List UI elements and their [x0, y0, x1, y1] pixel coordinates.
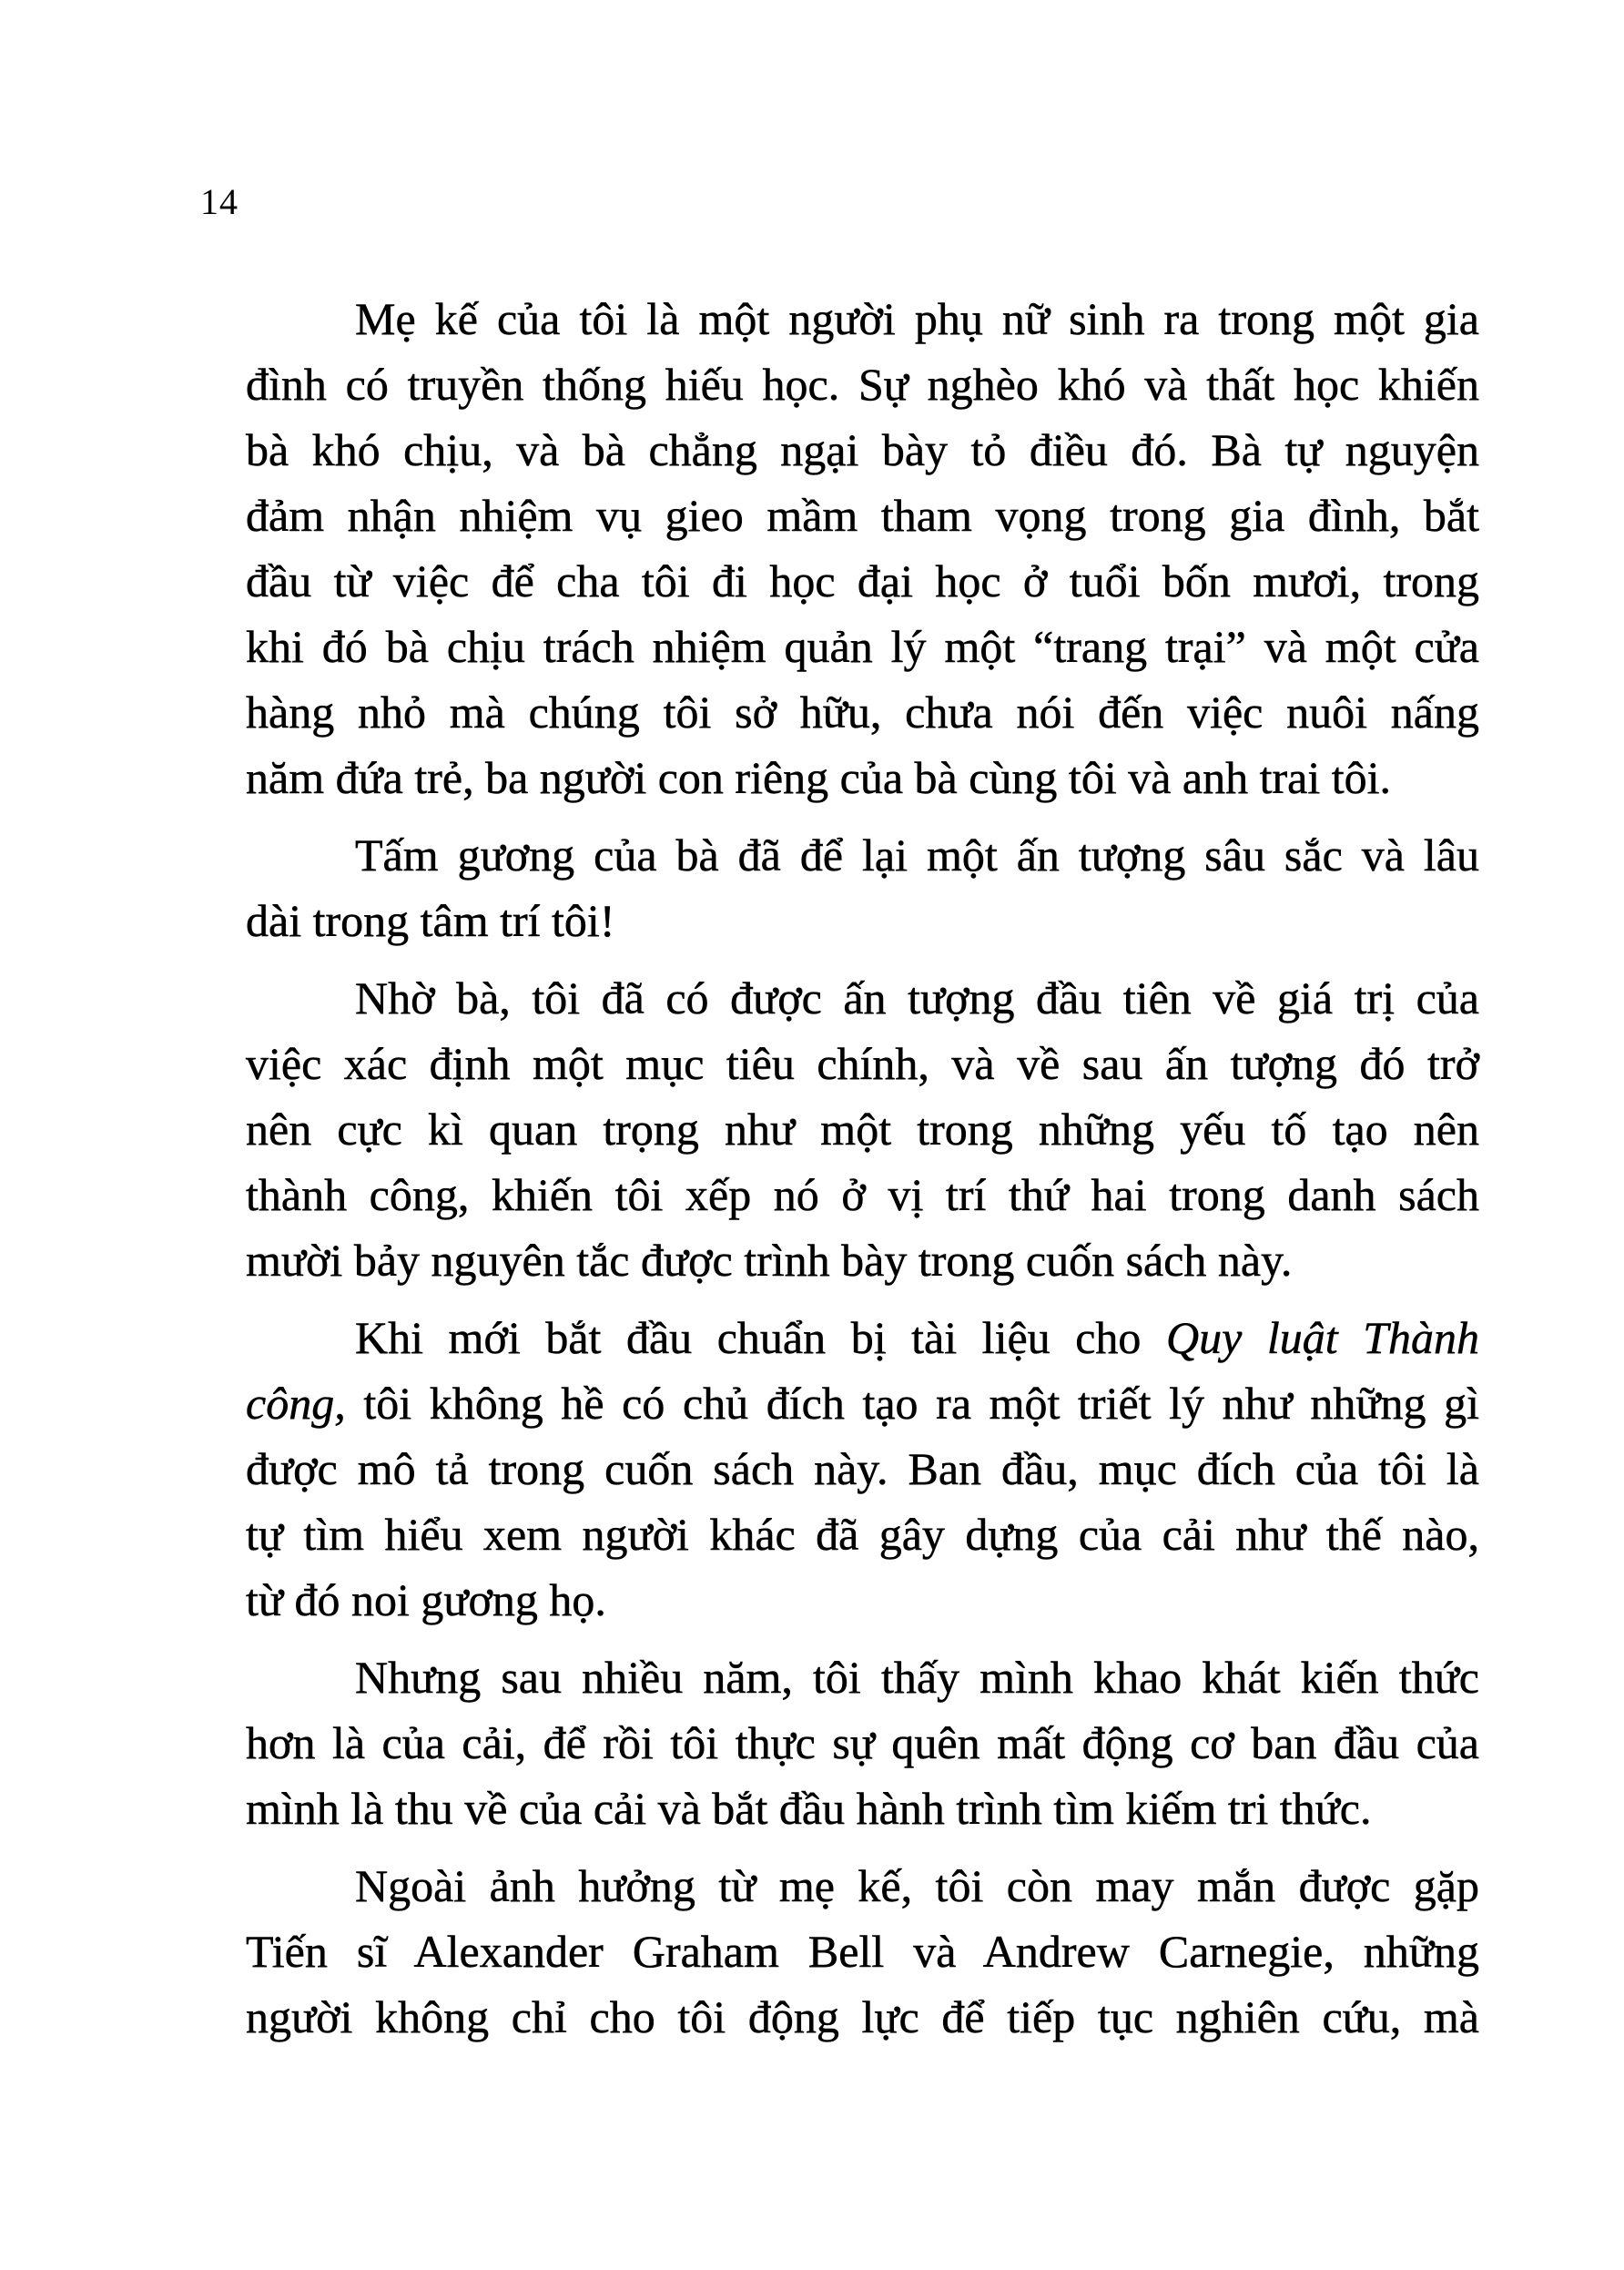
paragraph — [246, 1305, 1479, 1633]
paragraph — [246, 286, 1479, 810]
text-line: mười bảy nguyên tắc được trình bày trong cuốn sách này. — [246, 1235, 1293, 1286]
text-line: Tiến sĩ Alexander Graham Bell và Andrew Carnegie, những — [246, 1926, 1479, 1977]
text-line: việc xác định một mục tiêu chính, và về sau ấn tượng đó trở — [246, 1038, 1479, 1089]
text-line: năm đứa trẻ, ba người con riêng của bà cùng tôi và anh trai tôi. — [246, 752, 1392, 803]
text-line: Nhờ bà, tôi đã có được ấn tượng đầu tiên về giá trị của — [355, 972, 1479, 1023]
text-line: người không chỉ cho tôi động lực để tiếp tục nghiên cứu, mà — [246, 1991, 1479, 2042]
text-line: Ngoài ảnh hưởng từ mẹ kế, tôi còn may mắn được gặp — [355, 1860, 1479, 1911]
text-line — [246, 1305, 1479, 1370]
paragraph — [246, 965, 1479, 1293]
text-segment: tôi không hề có chủ đích tạo ra một triết lý như những gì — [345, 1378, 1479, 1429]
paragraph — [246, 1853, 1479, 2050]
book-title-italic: công, — [246, 1378, 346, 1429]
text-line — [246, 1370, 1479, 1436]
text-line: bà khó chịu, và bà chẳng ngại bày tỏ điều đó. Bà tự nguyện — [246, 424, 1479, 475]
book-title-italic: Quy luật Thành — [1165, 1312, 1479, 1363]
paragraph — [246, 1644, 1479, 1841]
text-line: đình có truyền thống hiếu học. Sự nghèo khó và thất học khiến — [246, 359, 1479, 410]
text-line: từ đó noi gương họ. — [246, 1574, 606, 1625]
text-line: đảm nhận nhiệm vụ gieo mầm tham vọng trong gia đình, bắt — [246, 490, 1479, 541]
text-line: được mô tả trong cuốn sách này. Ban đầu, mục đích của tôi là — [246, 1443, 1479, 1494]
text-line: dài trong tâm trí tôi! — [246, 895, 615, 946]
text-line: Tấm gương của bà đã để lại một ấn tượng sâu sắc và lâu — [355, 830, 1479, 881]
text-line: tự tìm hiểu xem người khác đã gây dựng của cải như thế nào, — [246, 1509, 1479, 1560]
text-line: nên cực kì quan trọng như một trong những yếu tố tạo nên — [246, 1104, 1479, 1155]
text-segment: Khi mới bắt đầu chuẩn bị tài liệu cho — [355, 1312, 1166, 1363]
text-line: khi đó bà chịu trách nhiệm quản lý một “trang trại” và một cửa — [246, 621, 1479, 672]
paragraph — [246, 822, 1479, 953]
text-line: mình là thu về của cải và bắt đầu hành trình tìm kiếm tri thức. — [246, 1783, 1372, 1834]
text-line: đầu từ việc để cha tôi đi học đại học ở tuổi bốn mươi, trong — [246, 555, 1479, 606]
text-line: thành công, khiến tôi xếp nó ở vị trí thứ hai trong danh sách — [246, 1169, 1479, 1220]
text-line: hơn là của cải, để rồi tôi thực sự quên mất động cơ ban đầu của — [246, 1717, 1479, 1768]
text-line: Mẹ kế của tôi là một người phụ nữ sinh ra trong một gia — [355, 293, 1479, 344]
text-line: hàng nhỏ mà chúng tôi sở hữu, chưa nói đến việc nuôi nấng — [246, 687, 1479, 738]
page-number: 14 — [200, 181, 239, 222]
text-line: Nhưng sau nhiều năm, tôi thấy mình khao khát kiến thức — [355, 1652, 1479, 1703]
body-text — [246, 286, 1479, 2050]
